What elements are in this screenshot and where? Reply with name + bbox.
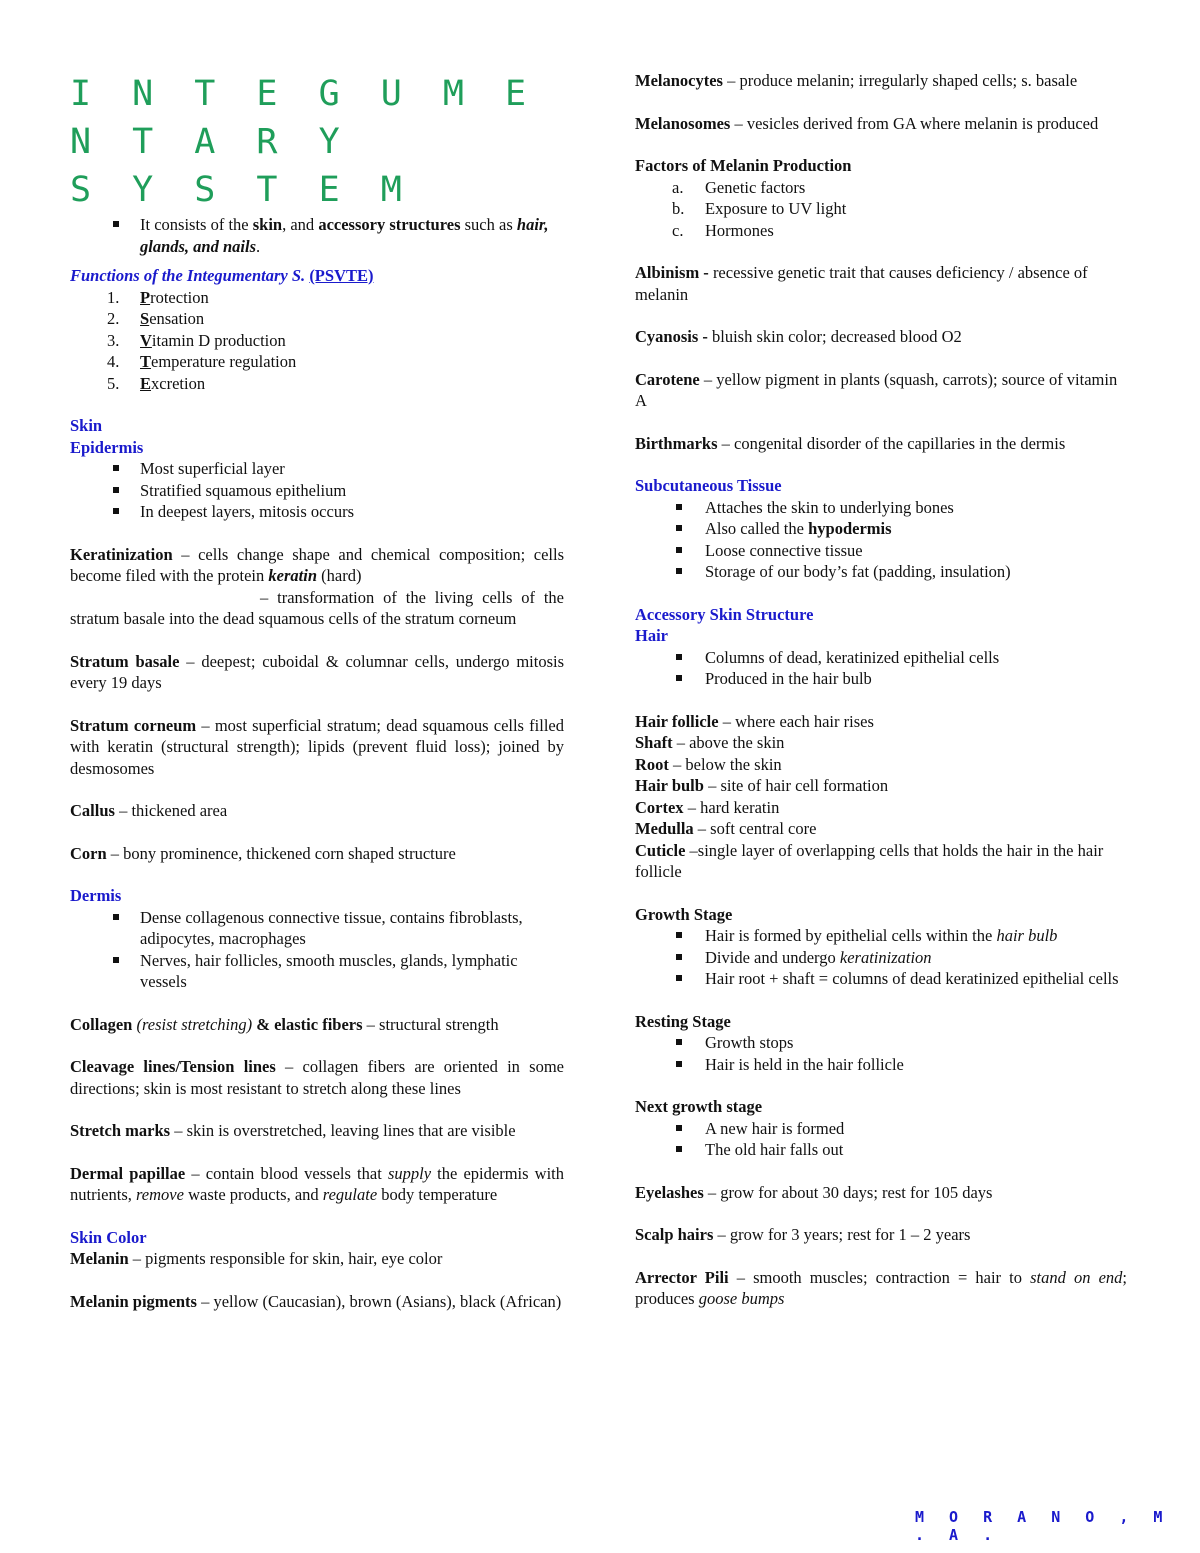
- page-title: [70, 70, 564, 214]
- intro-list: [70, 214, 564, 257]
- list-item: c. Hormones: [672, 220, 774, 240]
- melanocytes-paragraph: Melanocytes – produce melanin; irregularly shaped cells; s. basale: [635, 71, 1078, 90]
- title-line-2: S Y S T E M: [70, 170, 412, 210]
- hair-part-row: Hair follicle – where each hair rises: [635, 711, 874, 731]
- left-column: [70, 70, 564, 1312]
- growth-list: [635, 925, 1127, 990]
- right-column: [635, 70, 1127, 1310]
- melanosomes-paragraph: Melanosomes – vesicles derived from GA where melanin is produced: [635, 113, 1099, 133]
- dermal-papillae-paragraph: Dermal papillae – contain blood vessels that supply the epidermis with nutrients, remove waste products, and regulate body temperature: [70, 1163, 565, 1204]
- list-item: Also called the hypodermis: [635, 518, 1127, 540]
- epidermis-list: [70, 458, 564, 523]
- intro-item: It consists of the skin, and accessory structures such as hair, glands, and nails.: [70, 214, 564, 257]
- arrector-pili-paragraph: Arrector Pili – smooth muscles; contraction = hair to stand on end; produces goose bumps: [635, 1267, 1127, 1308]
- list-item: 3. Vitamin D production: [107, 330, 286, 350]
- subcutaneous-heading: Subcutaneous Tissue: [635, 476, 782, 495]
- factors-list: [635, 177, 1127, 242]
- growth-heading: Growth Stage: [635, 904, 733, 924]
- list-item: 4. Temperature regulation: [107, 352, 297, 371]
- resting-list: [635, 1032, 1127, 1075]
- functions-heading: Functions of the Integumentary S. (PSVTE): [70, 266, 374, 285]
- title-line-1: I N T E G U M E N T A R Y: [70, 74, 537, 162]
- next-growth-heading: Next growth stage: [635, 1097, 763, 1116]
- birthmarks-paragraph: Birthmarks – congenital disorder of the capillaries in the dermis: [635, 433, 1066, 453]
- cyanosis-paragraph: Cyanosis - bluish skin color; decreased blood O2: [635, 327, 962, 346]
- corn-paragraph: Corn – bony prominence, thickened corn shaped structure: [70, 843, 456, 863]
- stretch-marks-paragraph: Stretch marks – skin is overstretched, leaving lines that are visible: [70, 1121, 516, 1140]
- epidermis-heading: Epidermis: [70, 437, 144, 457]
- albinism-paragraph: Albinism - recessive genetic trait that causes deficiency / absence of melanin: [635, 263, 1088, 304]
- list-item: a. Genetic factors: [672, 177, 806, 197]
- list-item: Hair root + shaft = columns of dead keratinized epithelial cells: [635, 968, 1127, 990]
- functions-list: [70, 287, 564, 395]
- next-growth-list: [635, 1118, 1127, 1161]
- list-item: Produced in the hair bulb: [635, 668, 1127, 690]
- eyelashes-paragraph: Eyelashes – grow for about 30 days; rest for 105 days: [635, 1182, 993, 1202]
- list-item: Hair is formed by epithelial cells within the hair bulb: [635, 925, 1127, 947]
- keratinization-paragraph: Keratinization – cells change shape and chemical composition; cells become filed with the protein keratin (hard): [70, 544, 564, 585]
- hair-heading: Hair: [635, 626, 668, 645]
- cleavage-paragraph: Cleavage lines/Tension lines – collagen fibers are oriented in some directions; skin is most resistant to stretch along these lines: [70, 1057, 564, 1098]
- list-item: 2. Sensation: [107, 309, 205, 328]
- hair-part-row: Root – below the skin: [635, 754, 782, 774]
- list-item: A new hair is formed: [635, 1118, 1127, 1140]
- carotene-paragraph: Carotene – yellow pigment in plants (squash, carrots); source of vitamin A: [635, 369, 1118, 410]
- keratinization-continuation: – transformation of the living cells of the stratum basale into the dead squamous cells of the stratum corneum: [70, 587, 564, 628]
- author-footer: M O R A N O , M . A .: [915, 1508, 1171, 1544]
- skin-color-heading: Skin Color: [70, 1227, 147, 1247]
- hair-list: [635, 647, 1127, 690]
- list-item: 1. Protection: [107, 287, 209, 307]
- melanin-paragraph: Melanin – pigments responsible for skin, hair, eye color: [70, 1249, 443, 1268]
- hair-part-row: Shaft – above the skin: [635, 733, 785, 752]
- subcutaneous-list: [635, 497, 1127, 583]
- accessory-heading: Accessory Skin Structure: [635, 604, 814, 624]
- callus-paragraph: Callus – thickened area: [70, 801, 228, 820]
- stratum-corneum-paragraph: Stratum corneum – most superficial stratum; dead squamous cells filled with keratin (structural strength); lipids (prevent fluid loss); joined by desmosomes: [70, 715, 564, 778]
- list-item: 5. Excretion: [107, 373, 206, 393]
- hair-part-row: Cuticle –single layer of overlapping cells that holds the hair in the hair follicle: [635, 840, 1104, 881]
- hair-parts: [635, 711, 1127, 883]
- dermis-list: [70, 907, 564, 993]
- scalp-paragraph: Scalp hairs – grow for 3 years; rest for 1 – 2 years: [635, 1225, 971, 1244]
- list-item: Stratified squamous epithelium: [70, 480, 564, 502]
- list-item: Most superficial layer: [70, 458, 564, 480]
- hair-part-row: Medulla – soft central core: [635, 819, 817, 838]
- list-item: Nerves, hair follicles, smooth muscles, glands, lymphatic vessels: [70, 950, 564, 993]
- list-item: Loose connective tissue: [635, 540, 1127, 562]
- list-item: b. Exposure to UV light: [672, 199, 847, 218]
- stratum-basale-paragraph: Stratum basale – deepest; cuboidal & columnar cells, undergo mitosis every 19 days: [70, 651, 564, 692]
- skin-heading: Skin: [70, 416, 103, 435]
- resting-heading: Resting Stage: [635, 1011, 731, 1031]
- list-item: Growth stops: [635, 1032, 1127, 1054]
- list-item: In deepest layers, mitosis occurs: [70, 501, 564, 523]
- list-item: Attaches the skin to underlying bones: [635, 497, 1127, 519]
- list-item: Storage of our body’s fat (padding, insulation): [635, 561, 1127, 583]
- factors-heading: Factors of Melanin Production: [635, 156, 852, 175]
- dermis-heading: Dermis: [70, 886, 122, 905]
- list-item: Dense collagenous connective tissue, contains fibroblasts, adipocytes, macrophages: [70, 907, 564, 950]
- melanin-pigments-paragraph: Melanin pigments – yellow (Caucasian), brown (Asians), black (African): [70, 1291, 562, 1311]
- list-item: Divide and undergo keratinization: [635, 947, 1127, 969]
- hair-part-row: Hair bulb – site of hair cell formation: [635, 776, 889, 795]
- hair-part-row: Cortex – hard keratin: [635, 797, 780, 817]
- collagen-paragraph: Collagen (resist stretching) & elastic fibers – structural strength: [70, 1014, 499, 1034]
- list-item: The old hair falls out: [635, 1139, 1127, 1161]
- list-item: Hair is held in the hair follicle: [635, 1054, 1127, 1076]
- list-item: Columns of dead, keratinized epithelial cells: [635, 647, 1127, 669]
